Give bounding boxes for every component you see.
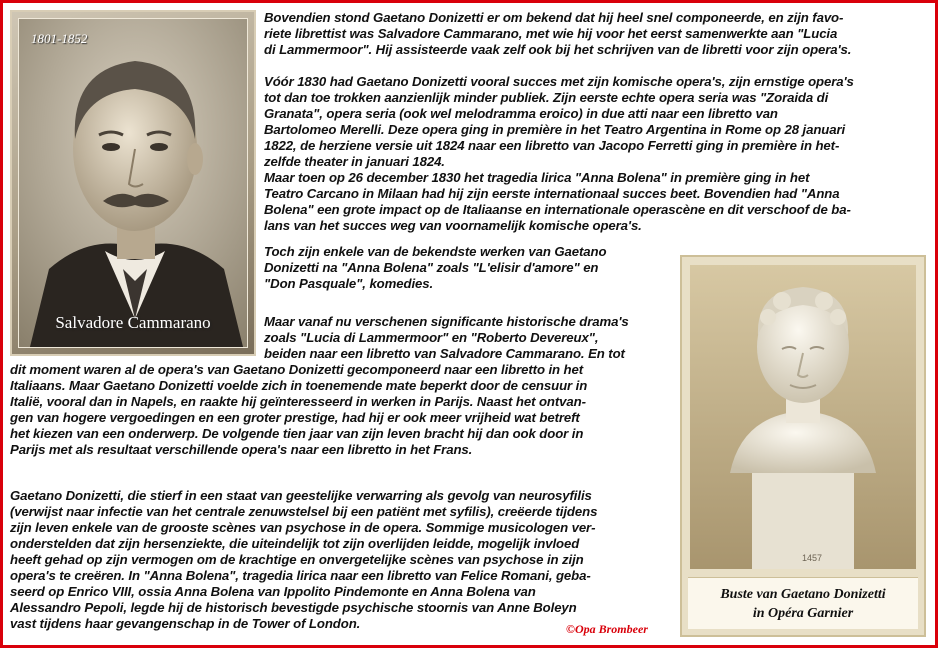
text-line: Alessandro Pepoli, legde hij de historisch bevestigde psychische stoornis van Anne Boleyn [10,600,577,615]
paragraph-4-bottom [10,362,587,458]
bust-plaque-number: 1457 [802,553,823,563]
bust-photo [690,265,916,569]
text-line: seerd op Enrico VIII, ossia Anna Bolena van Ippolito Pindemonte en Anna Bolena van [10,584,536,599]
text-line: Parijs met als resultaat verschillende opera's naar een libretto in het Frans. [10,442,473,457]
text-line: opera's te creëren. In "Anna Bolena", tragedia lirica naar een libretto van Felice Romani, geba- [10,568,591,583]
bust-caption-line-2: in Opéra Garnier [752,606,854,621]
text-line: Toch zijn enkele van de bekendste werken van Gaetano [264,244,607,259]
text-line: gen van hogere vergoedingen en een groter prestige, had hij er ook meer vrijheid wat betreft [10,410,580,425]
text-line: vast tijdens haar gevangenschap in de Tower of London. [10,616,361,631]
bust-caption [688,577,918,629]
text-line: 1822, de herziene versie uit 1824 naar een libretto van Jacopo Ferretti ging in première in het- [264,138,840,153]
text-line: (verwijst naar infectie van het centrale zenuwstelsel bij een patiënt met syfilis), creëerde tijdens [10,504,598,519]
text-line: zelfde theater in januari 1824. [264,154,445,169]
text-line: Maar vanaf nu verschenen significante historische drama's [264,314,629,329]
text-line: Bartolomeo Merelli. Deze opera ging in première in het Teatro Argentina in Rome op 28 januari [264,122,846,137]
text-line: Vóór 1830 had Gaetano Donizetti vooral succes met zijn komische opera's, zijn ernstige opera's [264,74,854,89]
paragraph-1 [264,10,851,58]
bust-figure [690,265,916,569]
text-line: Maar toen op 26 december 1830 het tragedia lirica "Anna Bolena" in première ging in het [264,170,810,185]
text-line: zoals "Lucia di Lammermoor" en "Roberto Devereux", [264,330,599,345]
text-line: Bovendien stond Gaetano Donizetti er om bekend dat hij heel snel componeerde, en zijn favo- [264,10,844,25]
text-line: riete librettist was Salvadore Cammarano, met wie hij voor het eerst samenwerkte aan "Lucia [264,26,838,41]
text-line: Donizetti na "Anna Bolena" zoals "L'elisir d'amore" en [264,260,599,275]
paragraph-2 [264,74,854,234]
portrait-image [10,10,256,356]
text-line: dit moment waren al de opera's van Gaetano Donizetti gecomponeerd naar een libretto in het [10,362,584,377]
paragraph-3 [264,244,606,292]
portrait-caption: Salvadore Cammarano [55,313,211,332]
paragraph-4-top [264,314,629,362]
bust-caption-line-1: Buste van Gaetano Donizetti [720,587,886,602]
paragraph-5 [10,488,597,632]
portrait-figure [19,19,248,348]
text-line: Teatro Carcano in Milaan had hij zijn eerste internationaal succes beet. Bovendien had "Anna [264,186,840,201]
text-line: lans van het succes weg van voornamelijk komische opera's. [264,218,642,233]
portrait-years: 1801-1852 [31,31,88,46]
text-line: tot dan toe trokken aanzienlijk minder publiek. Zijn eerste echte opera seria was "Zoraida di [264,90,829,105]
bust-image [680,255,926,637]
text-line: Gaetano Donizetti, die stierf in een staat van geestelijke verwarring als gevolg van neurosyfilis [10,488,592,503]
text-line: "Don Pasquale", komedies. [264,276,434,291]
text-line: zijn leven enkele van de grooste scènes van psychose in de opera. Sommige musicologen ver- [10,520,596,535]
text-line: heeft gehad op zijn vermogen om de krachtige en onvergetelijke scènes van psychose in zijn [10,552,584,567]
copyright-text: ©Opa Brombeer [566,622,648,636]
text-line: Bolena" een grote impact op de Italiaanse en internationale operascène en dit verschoof de ba- [264,202,851,217]
text-line: Italië, vooral dan in Napels, en raakte hij geïnteresseerd in werken in Parijs. Naast het ontvan- [10,394,586,409]
portrait-photo [18,18,248,348]
text-line: di Lammermoor". Hij assisteerde vaak zelf ook bij het schrijven van de libretti voor zijn opera's. [264,42,852,57]
text-line: het kiezen van een onderwerp. De volgende tien jaar van zijn leven bracht hij dan ook door in [10,426,584,441]
text-line: beiden naar een libretto van Salvadore Cammarano. En tot [264,346,625,361]
text-line: onderstelden dat zijn hersenziekte, die uiteindelijk tot zijn overlijden leidde, mogelijk invloed [10,536,580,551]
text-line: Italiaans. Maar Gaetano Donizetti voelde zich in toenemende mate beperkt door de censuur in [10,378,588,393]
text-line: Granata", opera seria (ook wel melodramma eroico) in due atti naar een libretto van [264,106,778,121]
